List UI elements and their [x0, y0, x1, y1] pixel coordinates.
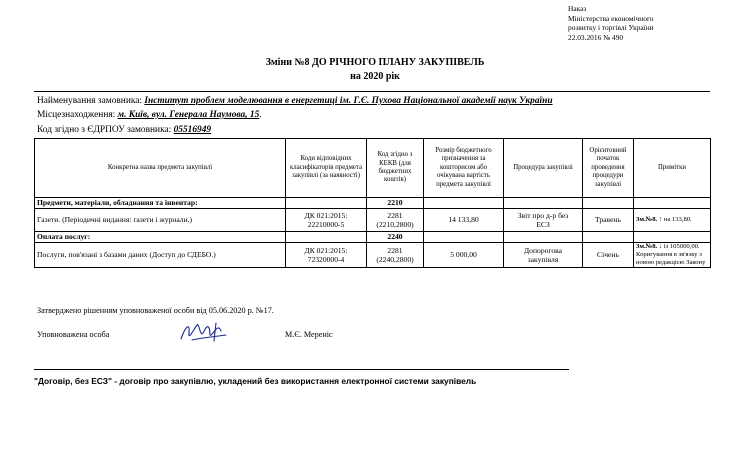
item-kekv-line: (2240,2800) [376, 255, 414, 264]
signatory-role: Уповноважена особа [37, 330, 110, 339]
table-row [35, 243, 711, 268]
customer-edrpou-label: Код згідно з ЄДРПОУ замовника: [37, 125, 172, 135]
item-procedure-line: ЕСЗ [536, 220, 550, 229]
item-note-text: ↓ із 105000,00. Коригування в зв'язку з новою редакцією Закону [636, 243, 706, 266]
customer-name-row [37, 95, 553, 107]
item-code-line: 22210000-5 [307, 220, 345, 229]
item-note-change: Зм.№8. [636, 216, 658, 223]
item-procedure [504, 209, 583, 232]
document-title: Зміни №8 ДО РІЧНОГО ПЛАНУ ЗАКУПІВЕЛЬ [265, 57, 485, 68]
customer-location-label: Місцезнаходження: [37, 110, 116, 120]
item-note-text: ↑ на 133,80. [658, 216, 692, 223]
customer-location-row [37, 109, 262, 121]
item-amount: 14 133,80 [424, 209, 504, 232]
order-line: розвитку і торгівлі України [568, 23, 654, 33]
item-name: Послуги, пов'язані з базами даних (Доступ до СДЕБО.) [35, 243, 286, 268]
header-kekv-code: Код згідно з КЕКВ (для бюджетних коштів) [367, 139, 424, 198]
item-procedure-line: Допорогова [523, 245, 562, 255]
item-code-line: ДК 021:2015: [304, 245, 348, 255]
header-procedure: Процедура закупівлі [504, 139, 583, 198]
item-kekv-line: (2210,2800) [376, 220, 414, 229]
table-row [35, 209, 711, 232]
header-budget-amount: Розмір бюджетного призначення за кошторисом або очікувана вартість предмета закупівлі [424, 139, 504, 198]
customer-edrpou-row [37, 124, 211, 136]
section-row [35, 198, 711, 209]
item-kekv [367, 243, 424, 268]
customer-name-value: Інститут проблем моделювання в енергетиці ім. Г.Є. Пухова Національної академії наук України [144, 96, 553, 106]
signature-icon [178, 319, 230, 345]
procurement-table [34, 138, 711, 268]
item-note [634, 209, 711, 232]
document-year: на 2020 рік [350, 71, 400, 82]
section-title: Оплата послуг: [35, 232, 286, 243]
header-notes: Примітки [634, 139, 711, 198]
header-classifier-codes: Коди відповідних класифікаторів предмета закупівлі (за наявності) [286, 139, 367, 198]
header-item-name: Конкретна назва предмета закупівлі [35, 139, 286, 198]
table-header-row [35, 139, 711, 198]
item-codes [286, 243, 367, 268]
item-start: Січень [583, 243, 634, 268]
item-procedure-line: закупівля [527, 255, 559, 264]
item-procedure-line: Звіт про д-р без [517, 210, 569, 220]
item-name: Газети. (Періодичні видання: газети і журнали.) [35, 209, 286, 232]
order-line: 22.03.2016 № 490 [568, 32, 624, 42]
item-codes [286, 209, 367, 232]
approval-statement: Затверджено рішенням уповноваженої особи від 05.06.2020 р. №17. [37, 306, 274, 315]
section-title: Предмети, матеріали, обладнання та інвентар: [35, 198, 286, 209]
order-reference [568, 4, 654, 42]
item-code-line: 72320000-4 [307, 255, 345, 264]
order-line: Наказ [568, 4, 587, 13]
item-start: Травень [583, 209, 634, 232]
order-line: Міністерства економічного [568, 13, 654, 23]
item-code-line: ДК 021:2015: [304, 210, 348, 220]
customer-location-suffix: . [259, 110, 262, 120]
section-kekv: 2210 [367, 198, 424, 209]
customer-location-value: м. Київ, вул. Генерала Наумова, 15 [117, 110, 260, 120]
item-note-change: Зм.№8. [636, 243, 658, 250]
header-start-date: Орієнтовний початок проведення процедури закупівлі [583, 139, 634, 198]
customer-edrpou-value: 05516949 [173, 125, 212, 135]
customer-name-label: Найменування замовника: [37, 96, 143, 106]
signature-image [178, 319, 230, 350]
signatory-name: М.Є. Мереніс [285, 330, 333, 339]
item-procedure [504, 243, 583, 268]
footnote-divider [34, 369, 569, 370]
item-kekv-line: 2281 [387, 245, 403, 255]
section-kekv: 2240 [367, 232, 424, 243]
item-amount: 5 000,00 [424, 243, 504, 268]
item-kekv [367, 209, 424, 232]
item-note [634, 243, 711, 268]
top-divider [34, 91, 710, 92]
item-kekv-line: 2281 [387, 210, 403, 220]
section-row [35, 232, 711, 243]
footnote-text: "Договір, без ЕСЗ" - договір про закупівлю, укладений без використання електронної системи закупівель [34, 376, 477, 386]
